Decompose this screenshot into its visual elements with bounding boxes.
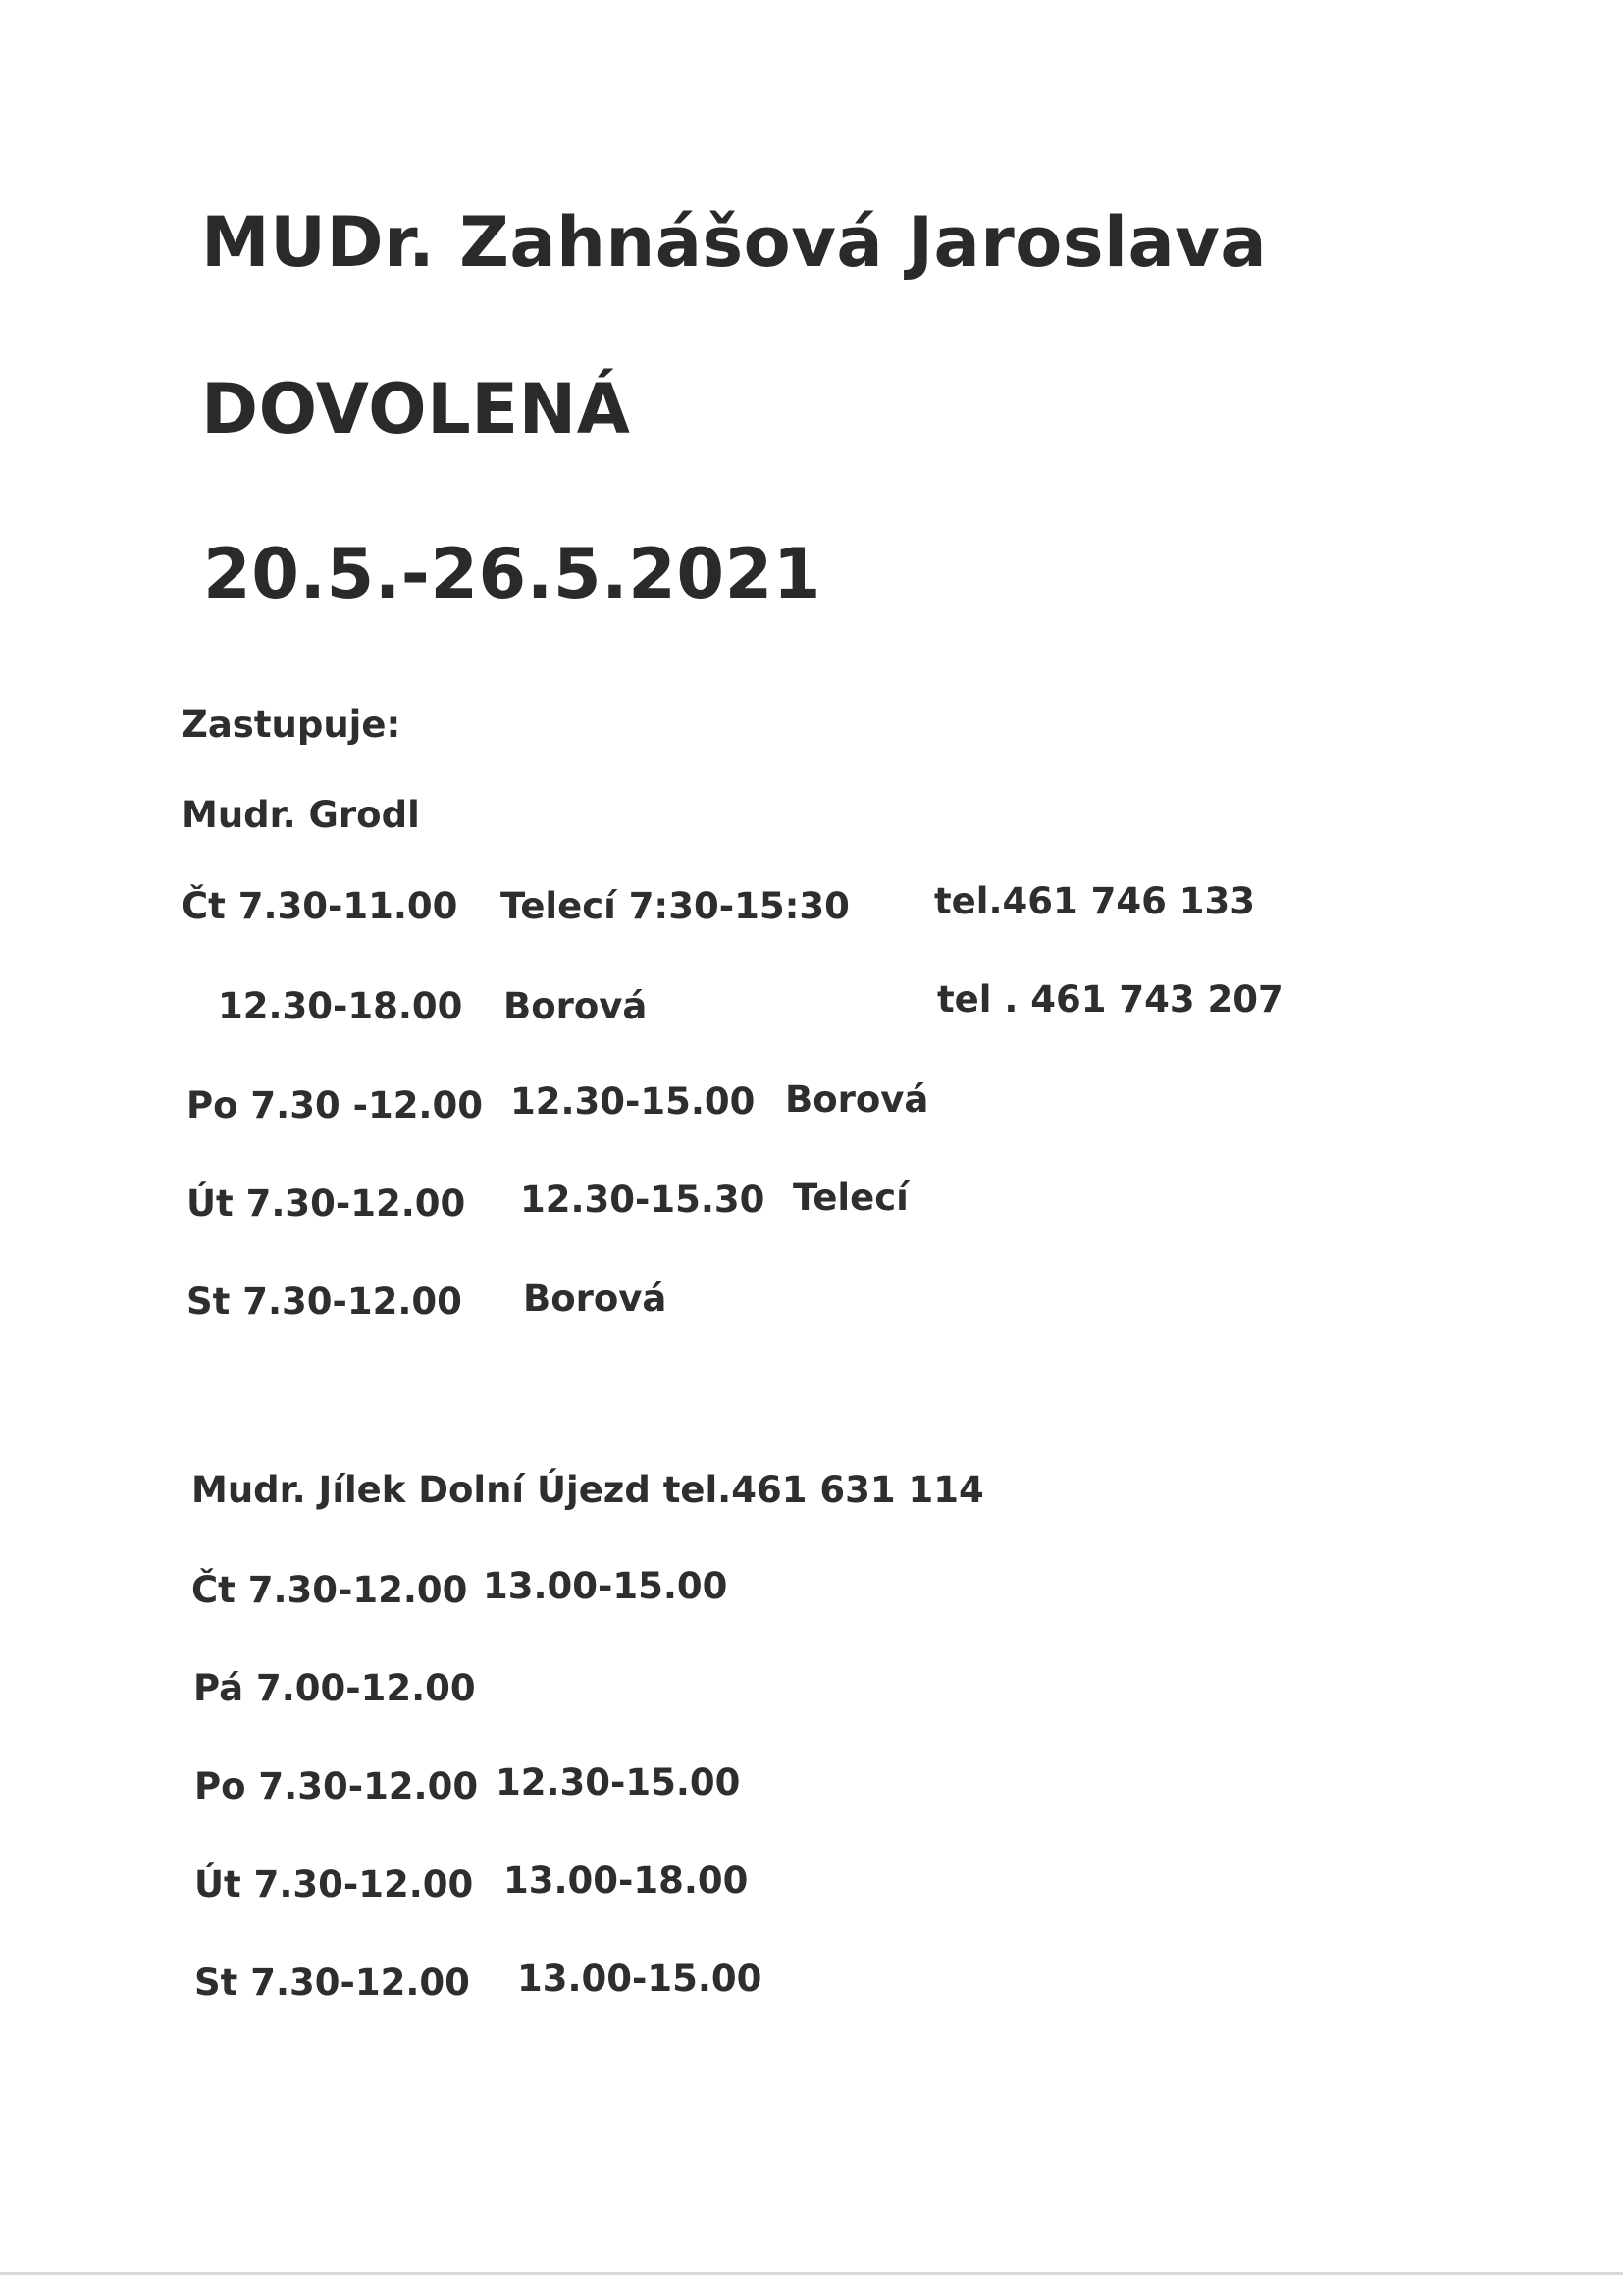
doctor-1-row-2-place: Borová bbox=[503, 985, 648, 1027]
doctor-2-row-2-day-time: Pá 7.00-12.00 bbox=[193, 1667, 476, 1709]
doctor-1-row-2-phone: tel . 461 743 207 bbox=[937, 978, 1283, 1020]
vacation-heading: DOVOLENÁ bbox=[201, 369, 631, 449]
doctor-2-row-3-time2: 12.30-15.00 bbox=[496, 1761, 741, 1803]
doctor-name-title: MUDr. Zahnášová Jaroslava bbox=[201, 202, 1268, 283]
substitute-doctor-2-line: Mudr. Jílek Dolní Újezd tel.461 631 114 bbox=[191, 1469, 984, 1511]
doctor-2-row-5-day-time: St 7.30-12.00 bbox=[194, 1961, 470, 2004]
doctor-1-row-2-day-time: 12.30-18.00 bbox=[218, 985, 463, 1027]
doctor-2-row-1-time2: 13.00-15.00 bbox=[483, 1565, 728, 1607]
doctor-2-row-3-day-time: Po 7.30-12.00 bbox=[194, 1765, 479, 1807]
vacation-dates: 20.5.-26.5.2021 bbox=[203, 534, 821, 614]
substitutes-label: Zastupuje: bbox=[182, 704, 401, 746]
doctor-1-row-1-place: Telecí 7:30-15:30 bbox=[500, 885, 850, 927]
doctor-1-row-1-day-time: Čt 7.30-11.00 bbox=[182, 885, 458, 927]
doctor-2-row-1-day-time: Čt 7.30-12.00 bbox=[191, 1569, 468, 1611]
doctor-2-row-4-day-time: Út 7.30-12.00 bbox=[194, 1863, 474, 1905]
doctor-2-row-5-time2: 13.00-15.00 bbox=[517, 1957, 762, 2000]
doctor-1-row-3-place: Borová bbox=[785, 1078, 929, 1121]
doctor-1-row-5-place: Borová bbox=[523, 1278, 667, 1320]
doctor-1-row-4-day-time: Út 7.30-12.00 bbox=[186, 1182, 466, 1225]
doctor-1-row-3-time2: 12.30-15.00 bbox=[510, 1080, 756, 1122]
scan-edge-divider bbox=[0, 2272, 1623, 2275]
doctor-1-row-4-place: Telecí bbox=[793, 1176, 909, 1219]
doctor-1-row-4-time2: 12.30-15.30 bbox=[520, 1178, 765, 1221]
substitute-doctor-1-name: Mudr. Grodl bbox=[182, 794, 420, 836]
doctor-1-row-1-phone: tel.461 746 133 bbox=[934, 880, 1255, 922]
doctor-2-row-4-time2: 13.00-18.00 bbox=[503, 1859, 749, 1902]
doctor-1-row-5-day-time: St 7.30-12.00 bbox=[186, 1280, 462, 1323]
doctor-1-row-3-day-time: Po 7.30 -12.00 bbox=[186, 1084, 483, 1126]
